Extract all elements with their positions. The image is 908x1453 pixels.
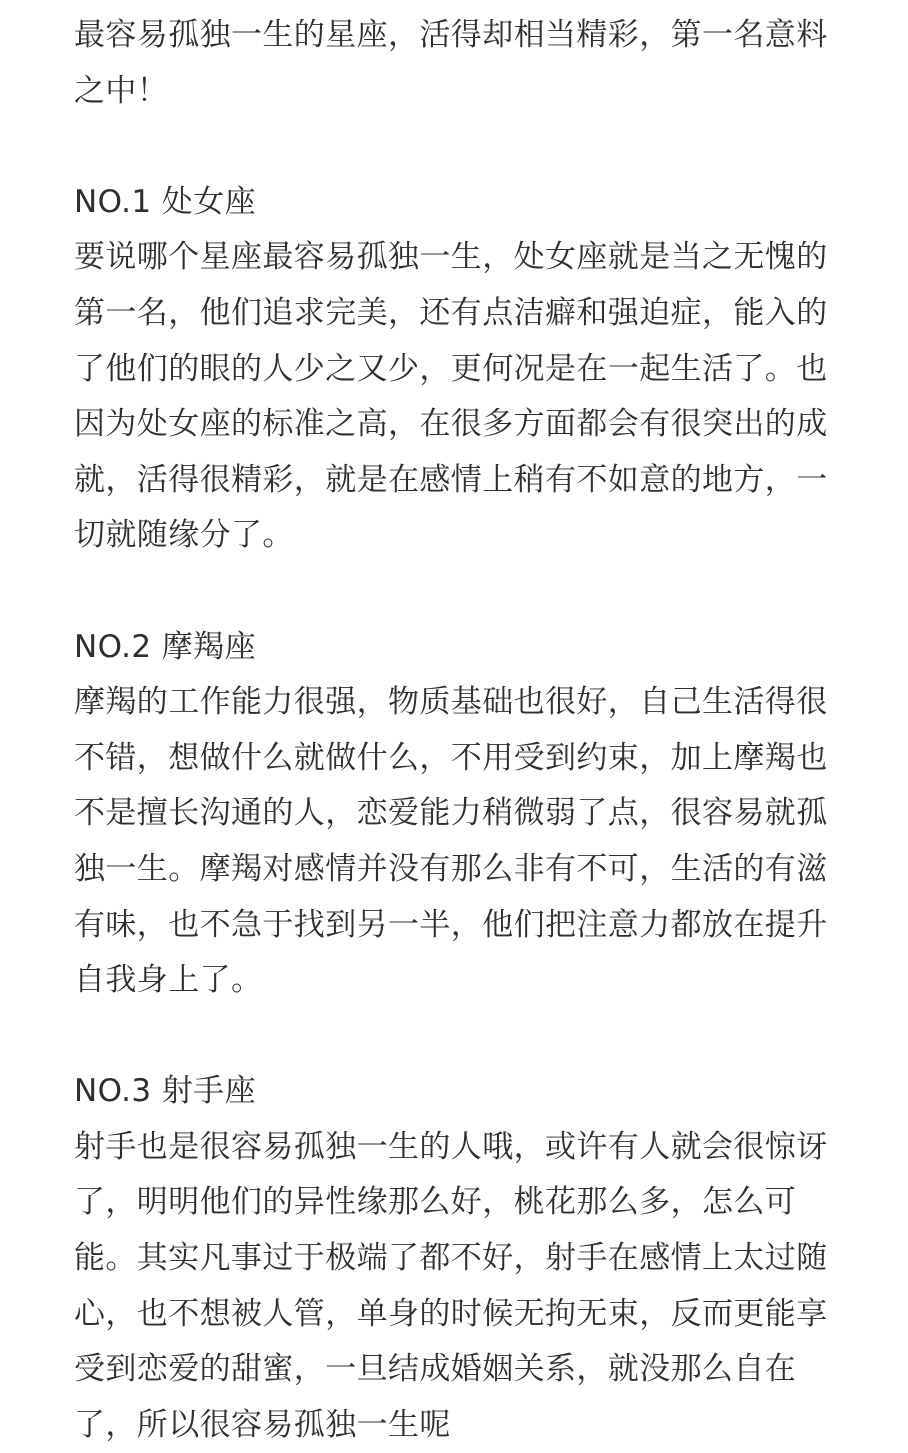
section-body: 摩羯的工作能力很强，物质基础也很好，自己生活得很不错，想做什么就做什么，不用受到约束，加上摩羯也不是擅长沟通的人，恋爱能力稍微弱了点，很容易就孤独一生。摩羯对感情并没有那么非有不可，生活的有滋有味，也不急于找到另一半，他们把注意力都放在提升自我身上了。 [74,684,828,999]
section-heading: NO.1 处女座 [74,183,256,220]
section-body: 射手也是很容易孤独一生的人哦，或许有人就会很惊讶了，明明他们的异性缘那么好，桃花那么多，怎么可能。其实凡事过于极端了都不好，射手在感情上太过随心，也不想被人管，单身的时候无拘无束，反而更能享受到恋爱的甜蜜，一旦结成婚姻关系，就没那么自在了，所以很容易孤独一生呢 [74,1128,828,1443]
section-capricorn [74,620,844,1009]
section-virgo [74,175,844,564]
section-heading: NO.3 射手座 [74,1073,256,1110]
article-content [74,8,844,1453]
section-heading: NO.2 摩羯座 [74,628,256,665]
section-body: 要说哪个星座最容易孤独一生，处女座就是当之无愧的第一名，他们追求完美，还有点洁癖和强迫症，能入的了他们的眼的人少之又少，更何况是在一起生活了。也因为处女座的标准之高，在很多方面都会有很突出的成就，活得很精彩，就是在感情上稍有不如意的地方，一切就随缘分了。 [74,239,828,554]
article-title: 最容易孤独一生的星座，活得却相当精彩，第一名意料之中！ [74,17,828,109]
section-sagittarius [74,1064,844,1453]
